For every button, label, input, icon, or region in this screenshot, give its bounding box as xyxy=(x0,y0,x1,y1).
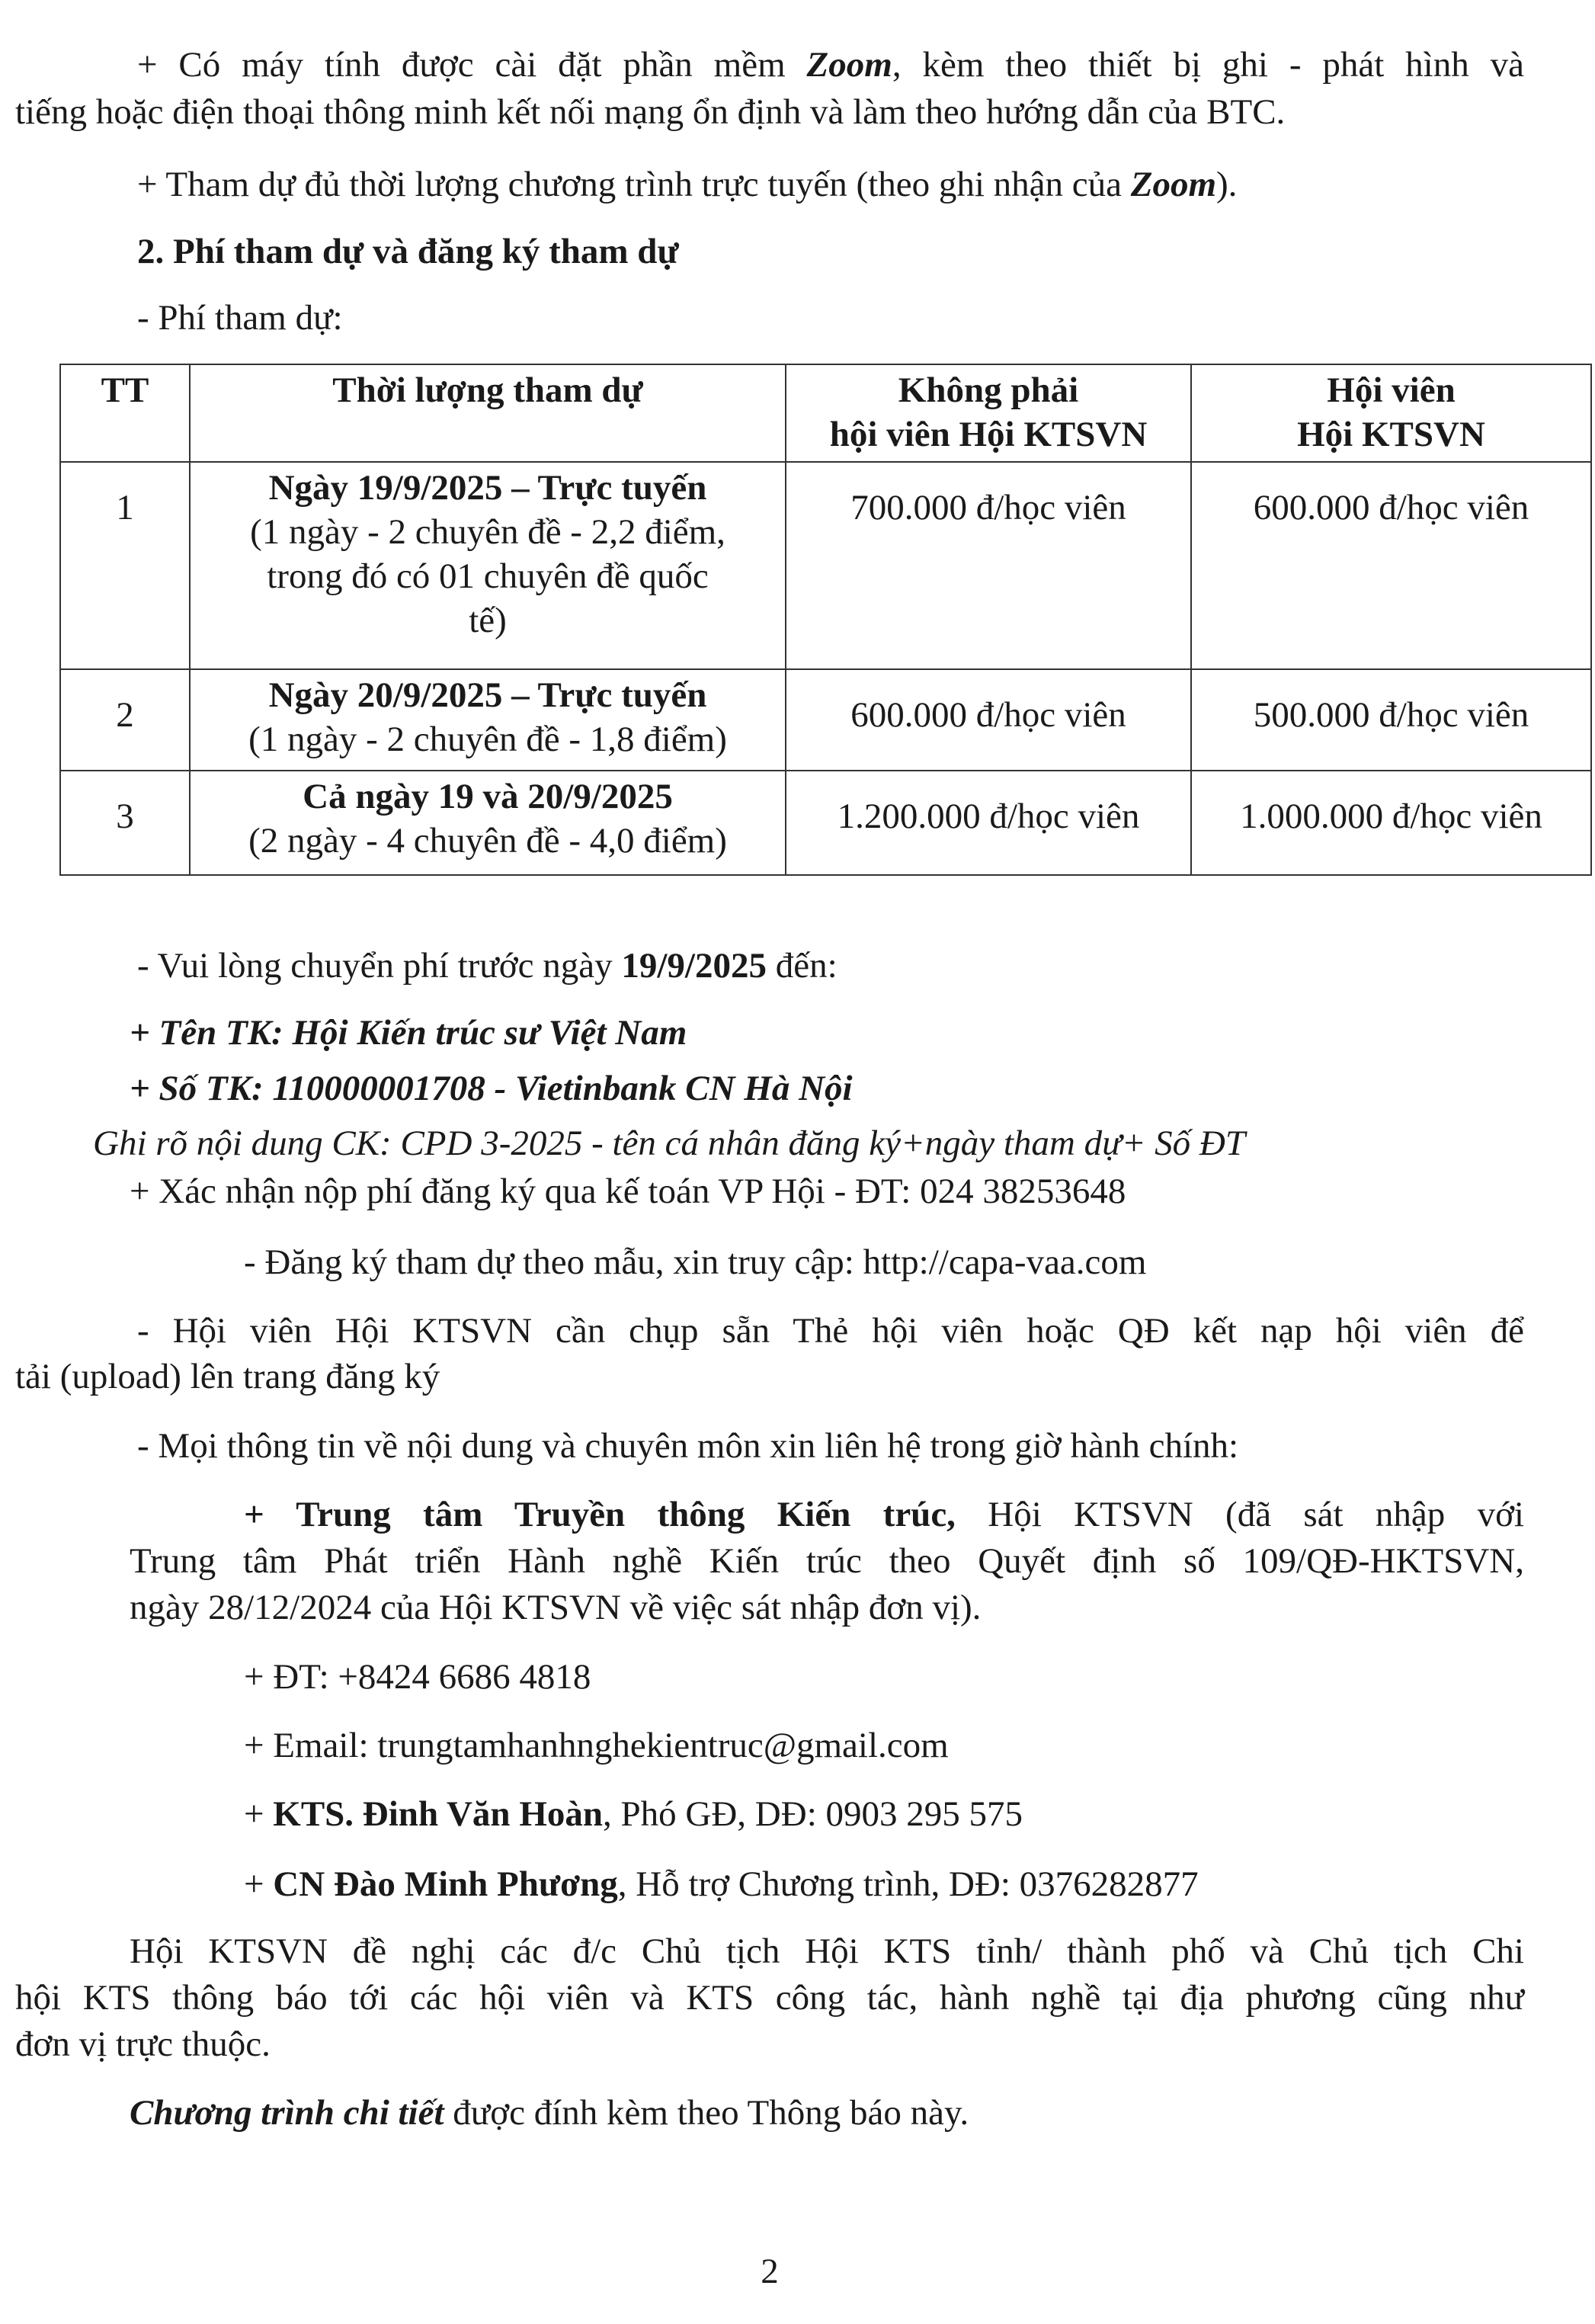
table-row xyxy=(60,669,1591,771)
fee-label: - Phí tham dự: xyxy=(137,298,343,338)
header-tt: TT xyxy=(60,364,190,462)
page-number: 2 xyxy=(761,2252,779,2291)
header-nonmember: Không phải hội viên Hội KTSVN xyxy=(786,364,1191,462)
closing-line-1: Hội KTSVN đề nghị các đ/c Chủ tịch Hội KTS tỉnh/ thành phố và Chủ tịch Chi xyxy=(130,1931,1524,1971)
row-3-member-fee: 1.000.000 đ/học viên xyxy=(1191,771,1591,875)
table-row xyxy=(60,771,1591,875)
account-number: + Số TK: 110000001708 - Vietinbank CN Hà Nội xyxy=(130,1069,853,1108)
closing-line-3: đơn vị trực thuộc. xyxy=(15,2024,271,2064)
section-2-heading: 2. Phí tham dự và đăng ký tham dự xyxy=(137,232,679,271)
member-upload-line-2: tải (upload) lên trang đăng ký xyxy=(15,1357,440,1396)
intro-line-2: tiếng hoặc điện thoại thông minh kết nối mạng ổn định và làm theo hướng dẫn của BTC. xyxy=(15,92,1286,132)
intro-line-1: + Có máy tính được cài đặt phần mềm Zoom, kèm theo thiết bị ghi - phát hình và xyxy=(137,45,1524,85)
fee-table xyxy=(59,364,1592,876)
account-name: + Tên TK: Hội Kiến trúc sư Việt Nam xyxy=(130,1013,687,1053)
contact-center-line-1: + Trung tâm Truyền thông Kiến trúc, Hội KTSVN (đã sát nhập với xyxy=(244,1495,1524,1534)
transfer-note: Ghi rõ nội dung CK: CPD 3-2025 - tên cá nhân đăng ký+ngày tham dự+ Số ĐT xyxy=(93,1124,1246,1163)
row-2-member-fee: 500.000 đ/học viên xyxy=(1191,669,1591,771)
payment-deadline: - Vui lòng chuyển phí trước ngày 19/9/2025 đến: xyxy=(137,946,838,986)
row-2-duration: Ngày 20/9/2025 – Trực tuyến (1 ngày - 2 chuyên đề - 1,8 điểm) xyxy=(190,669,786,771)
header-member: Hội viên Hội KTSVN xyxy=(1191,364,1591,462)
header-duration: Thời lượng tham dự xyxy=(190,364,786,462)
row-2-nonmember-fee: 600.000 đ/học viên xyxy=(786,669,1191,771)
row-3-duration: Cả ngày 19 và 20/9/2025 (2 ngày - 4 chuyên đề - 4,0 điểm) xyxy=(190,771,786,875)
contact-center-line-2: Trung tâm Phát triển Hành nghề Kiến trúc theo Quyết định số 109/QĐ-HKTSVN, xyxy=(130,1541,1524,1581)
intro-line-3: + Tham dự đủ thời lượng chương trình trực tuyến (theo ghi nhận của Zoom). xyxy=(137,165,1238,204)
row-3-tt: 3 xyxy=(60,771,190,875)
program-note: Chương trình chi tiết được đính kèm theo Thông báo này. xyxy=(130,2093,969,2133)
table-row xyxy=(60,462,1591,669)
contact-email: + Email: trungtamhanhnghekientruc@gmail.com xyxy=(244,1726,949,1765)
contact-center-line-3: ngày 28/12/2024 của Hội KTSVN về việc sát nhập đơn vị). xyxy=(130,1588,982,1627)
contact-intro: - Mọi thông tin về nội dung và chuyên môn xin liên hệ trong giờ hành chính: xyxy=(137,1426,1239,1466)
contact-person-2: + CN Đào Minh Phương, Hỗ trợ Chương trình, DĐ: 0376282877 xyxy=(244,1864,1199,1904)
member-upload-line-1: - Hội viên Hội KTSVN cần chụp sẵn Thẻ hội viên hoặc QĐ kết nạp hội viên để xyxy=(137,1311,1524,1351)
fee-table-header-row xyxy=(60,364,1591,462)
row-1-member-fee: 600.000 đ/học viên xyxy=(1191,462,1591,669)
row-3-nonmember-fee: 1.200.000 đ/học viên xyxy=(786,771,1191,875)
registration-form: - Đăng ký tham dự theo mẫu, xin truy cập: http://capa-vaa.com xyxy=(244,1242,1147,1282)
row-1-tt: 1 xyxy=(60,462,190,669)
contact-person-1: + KTS. Đinh Văn Hoàn, Phó GĐ, DĐ: 0903 295 575 xyxy=(244,1794,1023,1834)
row-1-nonmember-fee: 700.000 đ/học viên xyxy=(786,462,1191,669)
closing-line-2: hội KTS thông báo tới các hội viên và KTS công tác, hành nghề tại địa phương cũng như xyxy=(15,1978,1524,2018)
payment-confirm: + Xác nhận nộp phí đăng ký qua kế toán VP Hội - ĐT: 024 38253648 xyxy=(130,1172,1126,1211)
contact-phone: + ĐT: +8424 6686 4818 xyxy=(244,1657,591,1697)
row-2-tt: 2 xyxy=(60,669,190,771)
row-1-duration: Ngày 19/9/2025 – Trực tuyến (1 ngày - 2 chuyên đề - 2,2 điểm, trong đó có 01 chuyên đề quốc tế) xyxy=(190,462,786,669)
